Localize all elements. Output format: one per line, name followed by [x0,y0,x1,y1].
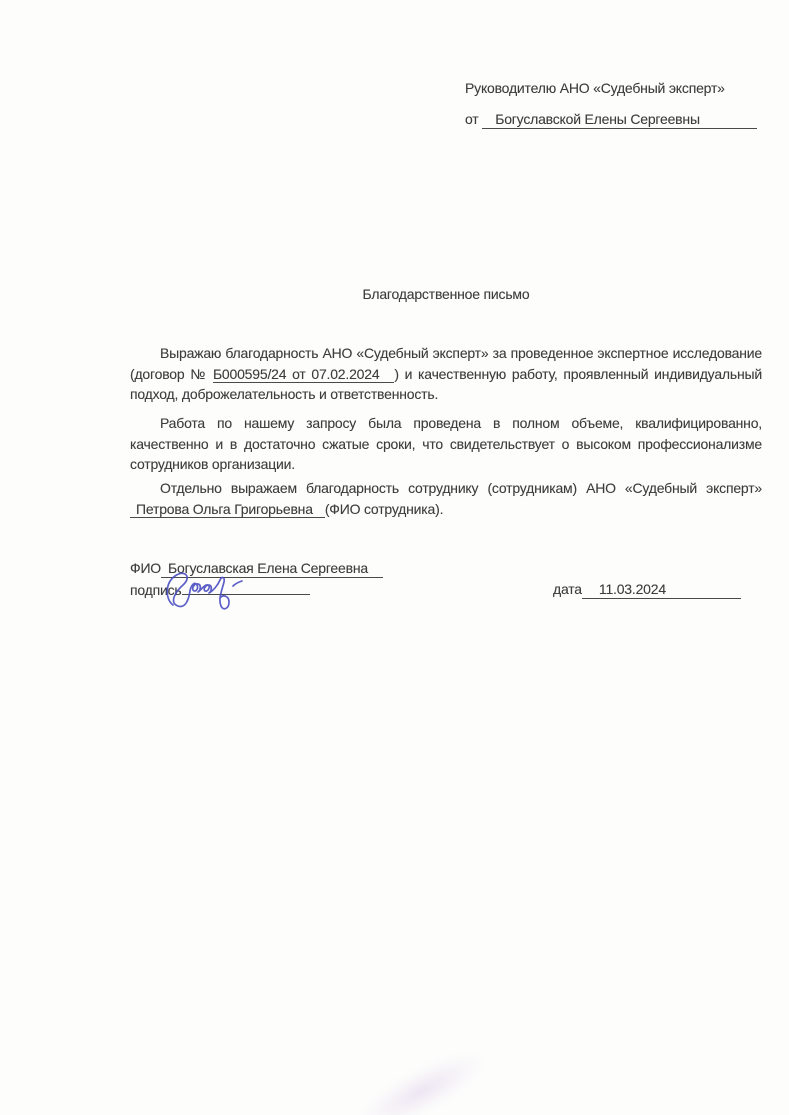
date-row [553,579,741,599]
letter-header [465,73,757,135]
paragraph-gratitude [130,343,762,405]
employee-fio-note: (ФИО сотрудника). [324,500,444,517]
signature-blank-line [182,579,310,595]
recipient-line: Руководителю АНО «Судебный эксперт» [465,80,725,96]
paragraph-employee-thanks [130,478,762,519]
fio-value-underline: Богуславская Елена Сергеевна [161,560,383,578]
from-label: от [465,111,479,127]
date-label: дата [553,581,582,597]
scan-smudge-artifact [350,1040,493,1115]
employee-name-underline: Петрова Ольга Григорьевна [130,501,325,518]
from-name-underline: Богуславской Елены Сергеевны [482,111,757,129]
paragraph-gratitude-text-after: ) и качественную работу, проявленный индивидуальный подход, доброжелательность и ответственность. [130,365,762,402]
paragraph-work-quality: Работа по нашему запросу была проведена в полном объеме, квалифицированно, качественно и в достаточно сжатые сроки, что свидетельствует о высоком профессионализме сотрудников организации. [130,415,762,472]
from-line [465,104,757,135]
contract-number-underline: Б000595/24 от 07.02.2024 [213,366,394,383]
signature-row [130,579,310,600]
signature-label: подпись [130,582,182,598]
paragraph-employee-text-before: Отдельно выражаем благодарность сотруднику (сотрудникам) АНО «Судебный эксперт» [160,480,762,496]
letter-title: Благодарственное письмо [362,286,530,302]
fio-label: ФИО [130,560,161,576]
fio-row [130,558,383,578]
paragraph-gratitude-text-before: Выражаю благодарность АНО «Судебный эксперт» за проведенное экспертное исследование (договор № [130,345,762,382]
date-value-underline: 11.03.2024 [582,581,741,599]
